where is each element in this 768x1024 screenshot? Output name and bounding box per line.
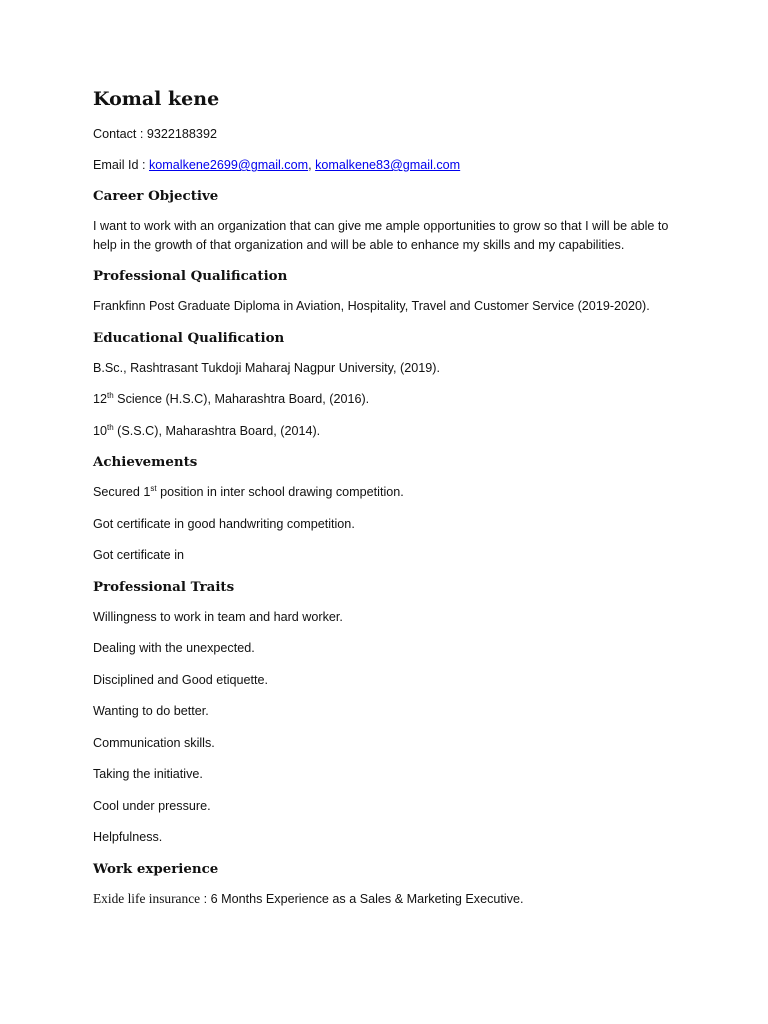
career-objective-heading: Career Objective [93, 188, 219, 204]
trait-item: Wanting to do better. [93, 704, 209, 718]
education-ssc-rest: (S.S.C), Maharashtra Board, (2014). [113, 423, 321, 438]
email-link-2[interactable]: komalkene83@gmail.com [315, 158, 461, 172]
achievements-heading: Achievements [93, 454, 198, 470]
email-link-1[interactable]: komalkene2699@gmail.com [149, 158, 309, 172]
email-separator: , [308, 158, 316, 172]
education-item-bsc: B.Sc., Rashtrasant Tukdoji Maharaj Nagpur University, (2019). [93, 360, 440, 375]
email-line [93, 156, 693, 174]
trait-item: Taking the initiative. [93, 767, 203, 781]
career-objective-text: I want to work with an organization that can give me ample opportunities to grow so that I will be able to help in the growth of that organization and will be able to enhance my skills and my capabilities. [93, 219, 669, 252]
trait-item: Dealing with the unexpected. [93, 641, 255, 655]
work-company: Exide life insurance [93, 890, 201, 906]
education-item-ssc [93, 422, 693, 441]
achievement-item-drawing [93, 483, 693, 502]
achievement-item-handwriting: Got certificate in good handwriting competition. [93, 516, 355, 531]
contact-label: Contact : [93, 127, 147, 141]
education-ssc-num: 10 [93, 423, 108, 438]
email-label: Email Id : [93, 158, 149, 172]
trait-item: Disciplined and Good etiquette. [93, 672, 269, 687]
trait-item: Communication skills. [93, 735, 215, 750]
contact-phone: 9322188392 [146, 127, 217, 141]
education-hsc-num: 12 [93, 392, 108, 406]
resume-page [93, 86, 693, 921]
work-experience-heading: Work experience [93, 860, 219, 877]
achievement-item-certificate: Got certificate in [93, 548, 184, 562]
work-experience-item [93, 890, 693, 909]
candidate-name: Komal kene [93, 88, 220, 110]
achievement-drawing-sup: st [150, 483, 157, 493]
education-ssc-sup: th [107, 422, 114, 432]
contact-line [93, 125, 693, 143]
education-item-hsc [93, 390, 693, 409]
trait-item: Cool under pressure. [93, 798, 211, 813]
trait-item: Helpfulness. [93, 830, 163, 844]
achievement-drawing-pre: Secured 1 [93, 485, 151, 499]
trait-item: Willingness to work in team and hard worker. [93, 609, 343, 624]
educational-qualification-heading: Educational Qualification [93, 329, 285, 346]
professional-qualification-heading: Professional Qualification [93, 268, 288, 284]
achievement-drawing-post: position in inter school drawing competition. [156, 485, 404, 499]
work-detail: : 6 Months Experience as a Sales & Marketing Executive. [200, 891, 524, 906]
education-hsc-sup: th [107, 390, 114, 400]
education-hsc-rest: Science (H.S.C), Maharashtra Board, (2016). [113, 392, 370, 406]
professional-traits-heading: Professional Traits [93, 578, 235, 595]
professional-qualification-item: Frankfinn Post Graduate Diploma in Aviation, Hospitality, Travel and Customer Service (2019-2020). [93, 299, 650, 313]
